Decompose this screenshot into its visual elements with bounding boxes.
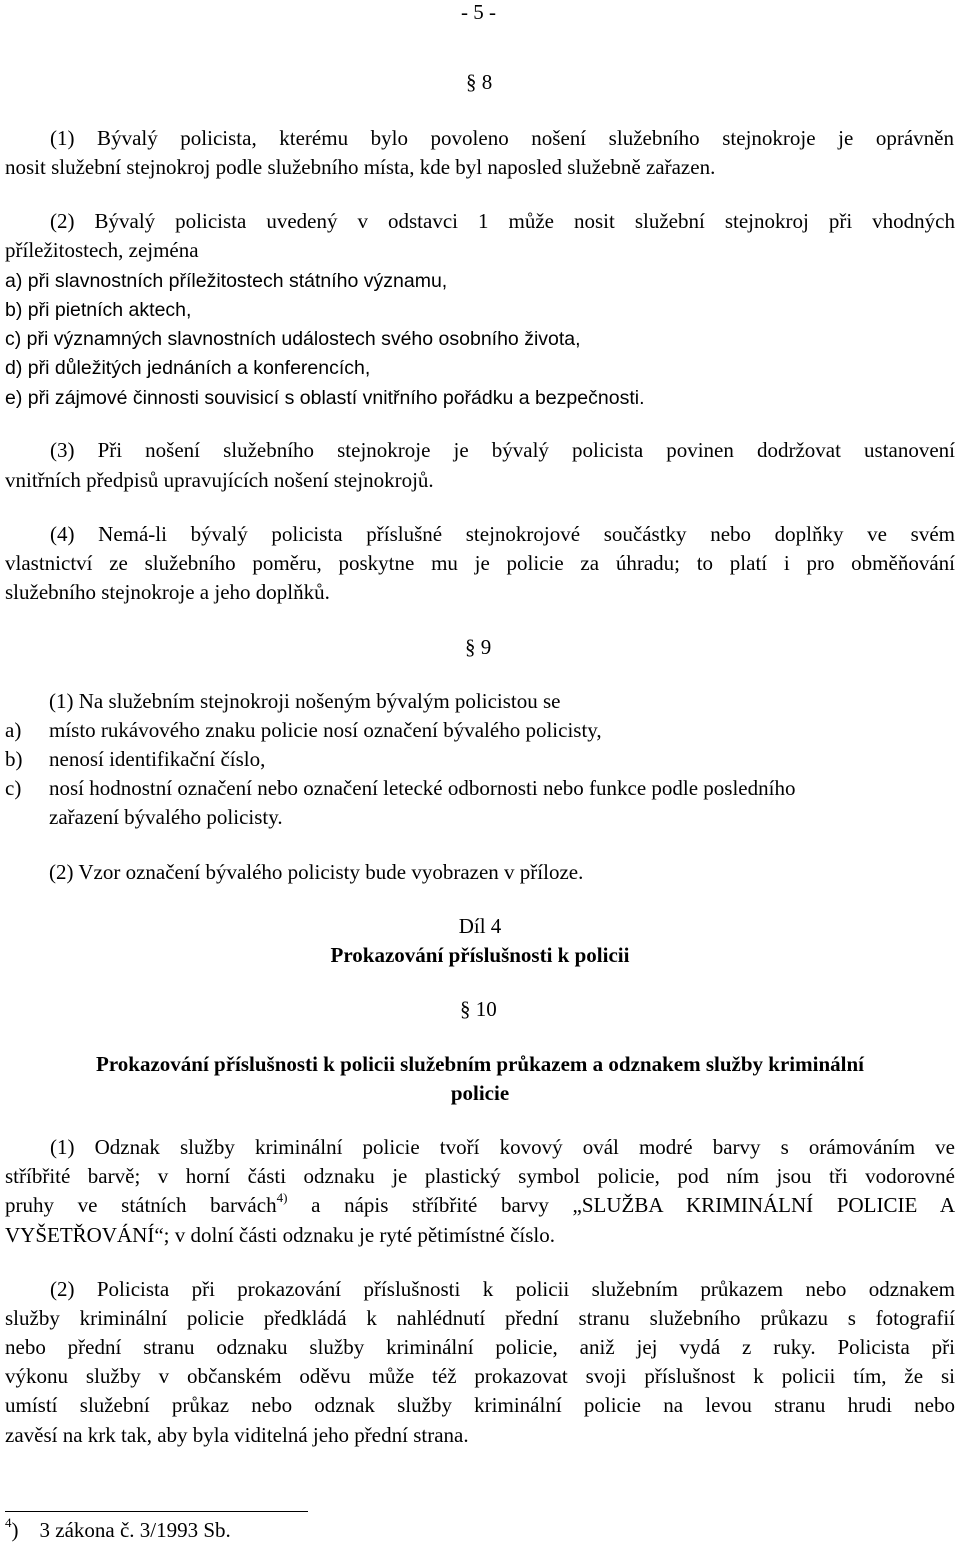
s9-item-a-label: a) (5, 718, 22, 742)
s10-p2-line3: nebo přední stranu odznaku služby kriminální policie, aniž jej vydá z ruky. Policista při (5, 1335, 955, 1359)
s9-item-c (5, 774, 795, 803)
footnote (5, 1517, 231, 1543)
s10-p2-line5: umístí služební průkaz nebo odznak služby kriminální policie na levou stranu hrudi nebo (5, 1393, 955, 1417)
s9-item-c-text: nosí hodnostní označení nebo označení letecké odbornosti nebo funkce podle posledního (49, 776, 796, 800)
s8-p4-line3: služebního stejnokroje a jeho doplňků. (5, 580, 330, 604)
s8-p2-line1: (2) Bývalý policista uvedený v odstavci 1 může nosit služební stejnokroj při vhodných (50, 209, 955, 233)
s10-p2-line2: služby kriminální policie předkládá k nahlédnutí přední stranu služebního průkazu s fotografií (5, 1306, 955, 1330)
section-9-heading: § 9 (465, 635, 492, 659)
part-subtitle: Prokazování příslušnosti k policii (330, 943, 630, 967)
s9-p1-intro: (1) Na služebním stejnokroji nošeným bývalým policistou se (49, 689, 561, 713)
s8-p3-line2: vnitřních předpisů upravujících nošení stejnokrojů. (5, 468, 434, 492)
s8-item-a: a) při slavnostních příležitostech státního významu, (5, 270, 448, 292)
s9-p2: (2) Vzor označení bývalého policisty bude vyobrazen v příloze. (49, 860, 584, 884)
s8-p1-line1: (1) Bývalý policista, kterému bylo povoleno nošení služebního stejnokroje je oprávněn (50, 126, 954, 150)
footnote-paren: ) (11, 1518, 19, 1542)
part-title: Díl 4 (458, 914, 502, 938)
s10-p1-line4: VYŠETŘOVÁNÍ“; v dolní části odznaku je ryté pětimístné číslo. (5, 1223, 555, 1247)
s8-p2-line2: příležitostech, zejména (5, 238, 199, 262)
s8-p4-line1: (4) Nemá-li bývalý policista příslušné stejnokrojové součástky nebo doplňky ve svém (50, 522, 955, 546)
s9-item-a-text: místo rukávového znaku policie nosí označení bývalého policisty, (49, 718, 602, 742)
s8-item-c: c) při významných slavnostních událostech svého osobního života, (5, 328, 581, 350)
s10-p1-line1: (1) Odznak služby kriminální policie tvoří kovový ovál modré barvy s orámováním ve (50, 1135, 955, 1159)
s8-p3-line1: (3) Při nošení služebního stejnokroje je bývalý policista povinen dodržovat ustanovení (50, 438, 955, 462)
footnote-text: 3 zákona č. 3/1993 Sb. (39, 1518, 231, 1542)
footnote-reference: 4) (276, 1190, 288, 1205)
s10-p1-line3-b: a nápis stříbřité barvy „SLUŽBA KRIMINÁLNÍ POLICIE A (287, 1193, 955, 1217)
s10-p1-line2: stříbřité barvě; v horní části odznaku je plastický symbol policie, pod ním jsou tři vodorovné (5, 1164, 955, 1188)
footnote-rule (5, 1511, 308, 1512)
s10-title-line2: policie (450, 1081, 510, 1105)
s10-p2-line6: zavěsí na krk tak, aby byla viditelná jeho přední strana. (5, 1423, 469, 1447)
section-8-heading: § 8 (466, 70, 493, 94)
section-10-heading: § 10 (460, 997, 497, 1021)
s9-item-a (5, 716, 602, 745)
s10-title-line1: Prokazování příslušnosti k policii služebním průkazem a odznakem služby kriminální (96, 1052, 864, 1076)
s8-p1-line2: nosit služební stejnokroj podle služebního místa, kde byl naposled služebně zařazen. (5, 155, 716, 179)
s9-item-b-text: nenosí identifikační číslo, (49, 747, 266, 771)
s10-p2-line4: výkonu služby v občanském oděvu může též prokazovat svoji příslušnost k policii tím, že si (5, 1364, 955, 1388)
s10-p1-line3 (5, 1191, 955, 1220)
page-number: - 5 - (461, 0, 496, 24)
s9-item-b-label: b) (5, 747, 23, 771)
s8-p4-line2: vlastnictví ze služebního poměru, poskytne mu je policie za úhradu; to platí i pro obměňování (5, 551, 955, 575)
s8-item-b: b) při pietních aktech, (5, 299, 192, 321)
s8-item-e: e) při zájmové činnosti souvisicí s oblastí vnitřního pořádku a bezpečnosti. (5, 387, 645, 409)
s9-item-c-label: c) (5, 776, 22, 800)
s8-item-d: d) při důležitých jednáních a konferencích, (5, 357, 371, 379)
footnote-mark: 4 (5, 1515, 12, 1530)
s9-item-b (5, 745, 265, 774)
s10-p1-line3-a: pruhy ve státních barvách (5, 1193, 277, 1217)
s10-p2-line1: (2) Policista při prokazování příslušnosti k policii služebním průkazem nebo odznakem (50, 1277, 955, 1301)
s9-item-c-continuation: zařazení bývalého policisty. (49, 805, 283, 829)
